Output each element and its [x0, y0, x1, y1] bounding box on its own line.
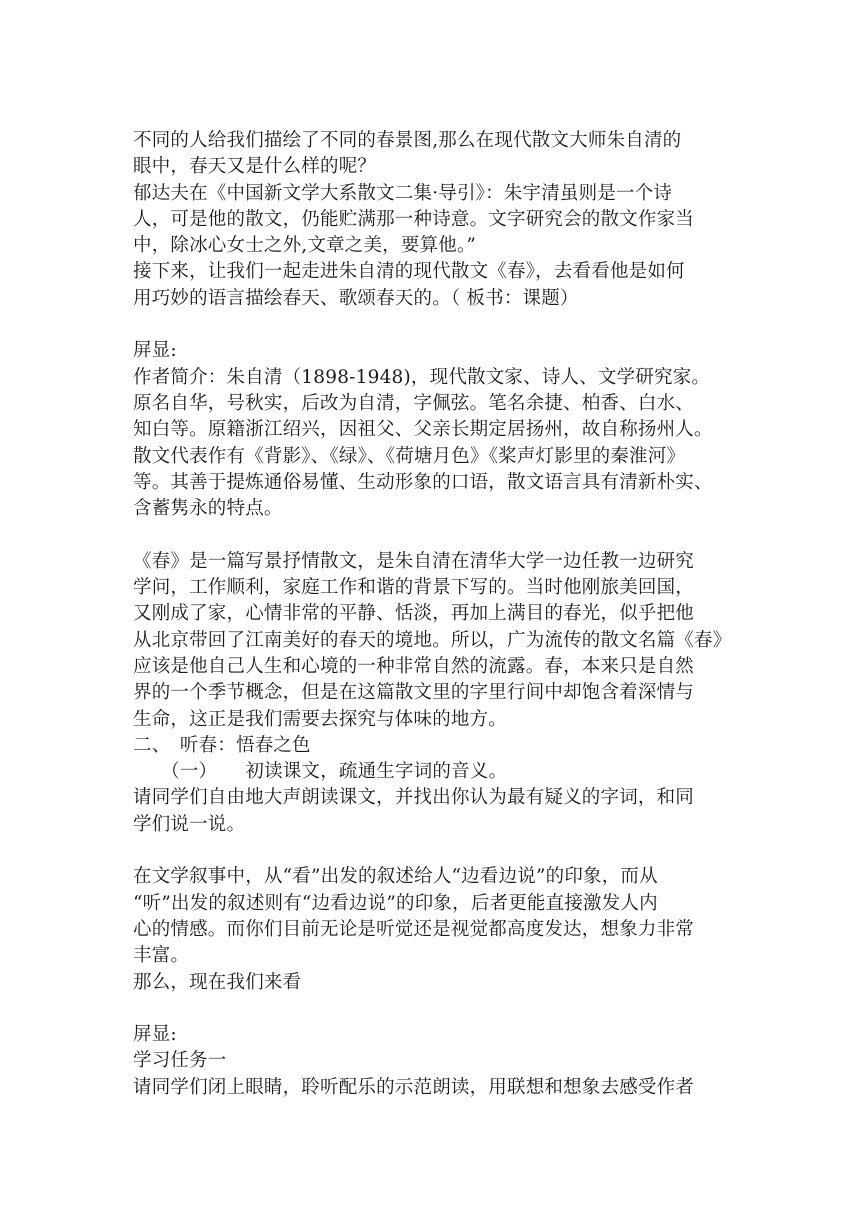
text-line: 又刚成了家，心情非常的平静、恬淡，再加上满目的春光，似乎把他	[133, 603, 695, 625]
text-line: 屏显:	[133, 1024, 177, 1046]
text-line: 用巧妙的语言描绘春天、歌颂春天的。（ 板书：课题）	[133, 287, 579, 309]
text-line: 学们说一说。	[133, 813, 246, 835]
text-line: 知白等。原籍浙江绍兴，因祖父、父亲长期定居扬州，故自称扬州人。	[133, 419, 713, 441]
blank-line	[133, 838, 743, 864]
text-line: 心的情感。而你们目前无论是听觉还是视觉都高度发达，想象力非常	[133, 918, 695, 940]
blank-line	[133, 312, 743, 338]
text-line: 请同学们自由地大声朗读课文，并找出你认为最有疑义的字词，和同	[133, 787, 695, 809]
text-line: 《春》是一篇写景抒情散文，是朱自清在清华大学一边任教一边研究	[133, 550, 695, 572]
text-line: 原名自华，号秋实，后改为自清，字佩弦。笔名余捷、柏香、白水、	[133, 392, 695, 414]
text-line: 眼中，春天又是什么样的呢？	[133, 156, 377, 178]
text-line: “听”出发的叙述则有“边看边说”的印象，后者更能直接激发人内	[133, 892, 658, 914]
text-line: 屏显:	[133, 340, 177, 362]
text-line: 学习任务一	[133, 1050, 227, 1072]
text-line: 人，可是他的散文，仍能贮满那一种诗意。文字研究会的散文作家当	[133, 208, 695, 230]
text-line: 应该是他自己人生和心境的一种非常自然的流露。春，本来只是自然	[133, 655, 695, 677]
document-body	[133, 128, 743, 1101]
text-line: 不同的人给我们描绘了不同的春景图,那么在现代散文大师朱自清的	[133, 130, 682, 151]
text-line: （一） 初读课文，疏通生字词的音义。	[133, 761, 508, 783]
text-line: 接下来，让我们一起走进朱自清的现代散文《春》，去看看他是如何	[133, 261, 685, 283]
blank-line	[133, 996, 743, 1022]
blank-line	[133, 522, 743, 548]
text-line: 那么，现在我们来看	[133, 971, 302, 993]
text-line: 散文代表作有《背影》、《绿》、《荷塘月色》《桨声灯影里的秦淮河》	[133, 445, 686, 467]
text-line: 作者简介：朱自清（1898-1948)，现代散文家、诗人、文学研究家。	[133, 366, 711, 388]
text-line: 中，除冰心女士之外,文章之美，要算他。”	[133, 235, 477, 257]
text-line: 学问，工作顺利，家庭工作和谐的背景下写的。当时他刚旅美回国，	[133, 577, 695, 599]
text-line: 二、 听春：悟春之色	[133, 734, 311, 756]
text-line: 郁达夫在《中国新文学大系散文二集·导引》：朱宇清虽则是一个诗	[133, 182, 673, 204]
text-line: 请同学们闭上眼睛，聆听配乐的示范朗读，用联想和想象去感受作者	[133, 1076, 695, 1098]
text-line: 从北京带回了江南美好的春天的境地。所以，广为流传的散文名篇《春》	[133, 629, 732, 651]
text-line: 含蓄隽永的特点。	[133, 498, 283, 520]
text-line: 在文学叙事中，从“看”出发的叙述给人“边看边说”的印象，而从	[133, 866, 658, 888]
text-line: 等。其善于提炼通俗易懂、生动形象的口语，散文语言具有清新朴实、	[133, 471, 713, 493]
text-line: 生命，这正是我们需要去探究与体味的地方。	[133, 708, 508, 730]
text-line: 界的一个季节概念，但是在这篇散文里的字里行间中却饱含着深情与	[133, 682, 695, 704]
text-line: 丰富。	[133, 945, 190, 967]
